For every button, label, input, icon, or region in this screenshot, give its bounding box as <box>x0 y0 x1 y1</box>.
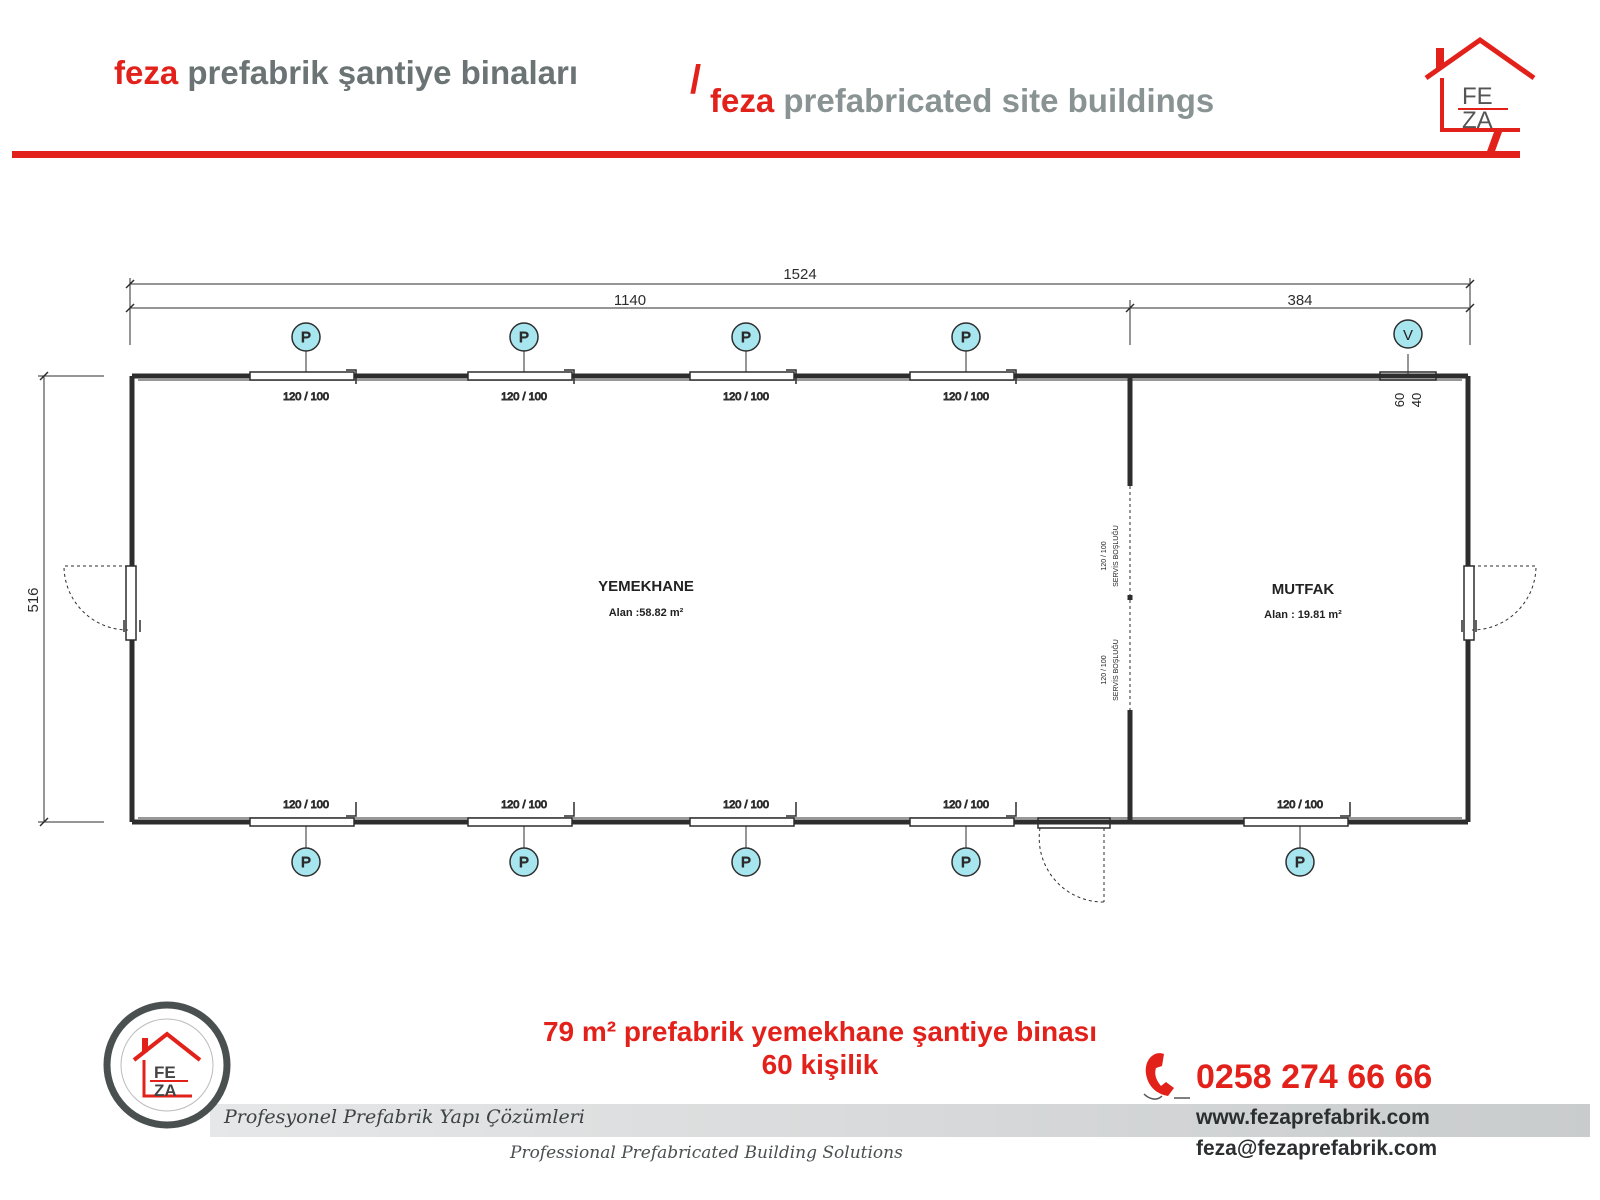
header-slash: / <box>690 58 702 102</box>
window-top-4 <box>910 323 1016 403</box>
window-marker-label: P <box>740 854 752 871</box>
door-left <box>64 566 140 640</box>
brand-name-tr: feza <box>114 54 179 91</box>
slogan-turkish: Profesyonel Prefabrik Yapı Çözümleri <box>224 1106 585 1128</box>
badge-text-fe: FE <box>154 1063 176 1082</box>
service-opening-2-label: SERVİS BOŞLUĞU <box>1113 639 1120 701</box>
window-size-label: 120 / 100 <box>501 391 547 403</box>
window-marker-label: P <box>960 329 972 346</box>
window-size-label: 120 / 100 <box>283 799 329 811</box>
window-bottom-3 <box>690 799 796 876</box>
window-size-label: 120 / 100 <box>723 799 769 811</box>
vent-size-60: 60 <box>1392 392 1407 408</box>
window-bottom-2 <box>468 799 574 876</box>
dimension-parts <box>126 300 1474 345</box>
room-area-mutfak: Alan : 19.81 m² <box>1264 609 1342 621</box>
logo-text-fe: FE <box>1462 83 1493 110</box>
room-name-yemekhane: YEMEKHANE <box>598 578 694 595</box>
window-marker-label: P <box>300 854 312 871</box>
brand-name-en: feza <box>710 82 775 119</box>
badge-text-za: ZA <box>154 1081 177 1100</box>
window-marker-label: P <box>960 854 972 871</box>
building-capacity: 60 kişilik <box>761 1049 879 1080</box>
dimension-total <box>126 278 1474 345</box>
window-bottom-5 <box>1244 799 1350 876</box>
window-top-3 <box>690 323 796 403</box>
service-opening-2-size: 120 / 100 <box>1101 655 1108 685</box>
dimension-width <box>38 372 104 826</box>
website-link[interactable]: www.fezaprefabrik.com <box>1196 1106 1430 1129</box>
exterior-walls <box>132 376 1468 822</box>
email-link[interactable]: feza@fezaprefabrik.com <box>1196 1137 1438 1160</box>
window-marker-label: P <box>518 329 530 346</box>
window-size-label: 120 / 100 <box>283 391 329 403</box>
service-opening-1-label: SERVİS BOŞLUĞU <box>1113 525 1120 587</box>
building-title: 79 m² prefabrik yemekhane şantiye binası <box>542 1016 1098 1047</box>
window-bottom-1 <box>250 799 356 876</box>
window-size-label: 120 / 100 <box>723 391 769 403</box>
window-marker-label: P <box>1294 854 1306 871</box>
dim-total-label: 1524 <box>783 266 817 283</box>
phone-number[interactable]: 0258 274 66 66 <box>1196 1058 1433 1096</box>
room-area-yemekhane: Alan :58.82 m² <box>608 607 684 619</box>
window-size-label: 120 / 100 <box>501 799 547 811</box>
door-right <box>1462 566 1536 640</box>
dim-hall-label: 1140 <box>613 292 647 309</box>
service-opening-1-size: 120 / 100 <box>1101 541 1108 571</box>
window-size-label: 120 / 100 <box>1277 799 1323 811</box>
door-bottom <box>1038 818 1110 902</box>
window-size-label: 120 / 100 <box>943 391 989 403</box>
window-bottom-4 <box>910 799 1016 876</box>
vent-marker-label: V <box>1402 327 1414 344</box>
windows-layer <box>250 323 1350 876</box>
window-marker-label: P <box>740 329 752 346</box>
logo-text-za: ZA <box>1462 107 1493 134</box>
window-size-label: 120 / 100 <box>943 799 989 811</box>
vent-size-40: 40 <box>1409 392 1424 408</box>
window-top-2 <box>468 323 574 403</box>
window-marker-label: P <box>300 329 312 346</box>
window-marker-label: P <box>518 854 530 871</box>
slogan-english: Professional Prefabricated Building Solutions <box>510 1143 903 1163</box>
dim-width-label: 516 <box>25 587 42 613</box>
phone-icon <box>1134 1046 1194 1104</box>
feza-logo-badge <box>102 1000 232 1130</box>
title-en-text: prefabricated site buildings <box>774 82 1215 119</box>
room-name-mutfak: MUTFAK <box>1271 581 1335 598</box>
dim-kitchen-label: 384 <box>1287 292 1313 309</box>
window-top-1 <box>250 323 356 403</box>
title-tr-text: prefabrik şantiye binaları <box>178 54 579 91</box>
